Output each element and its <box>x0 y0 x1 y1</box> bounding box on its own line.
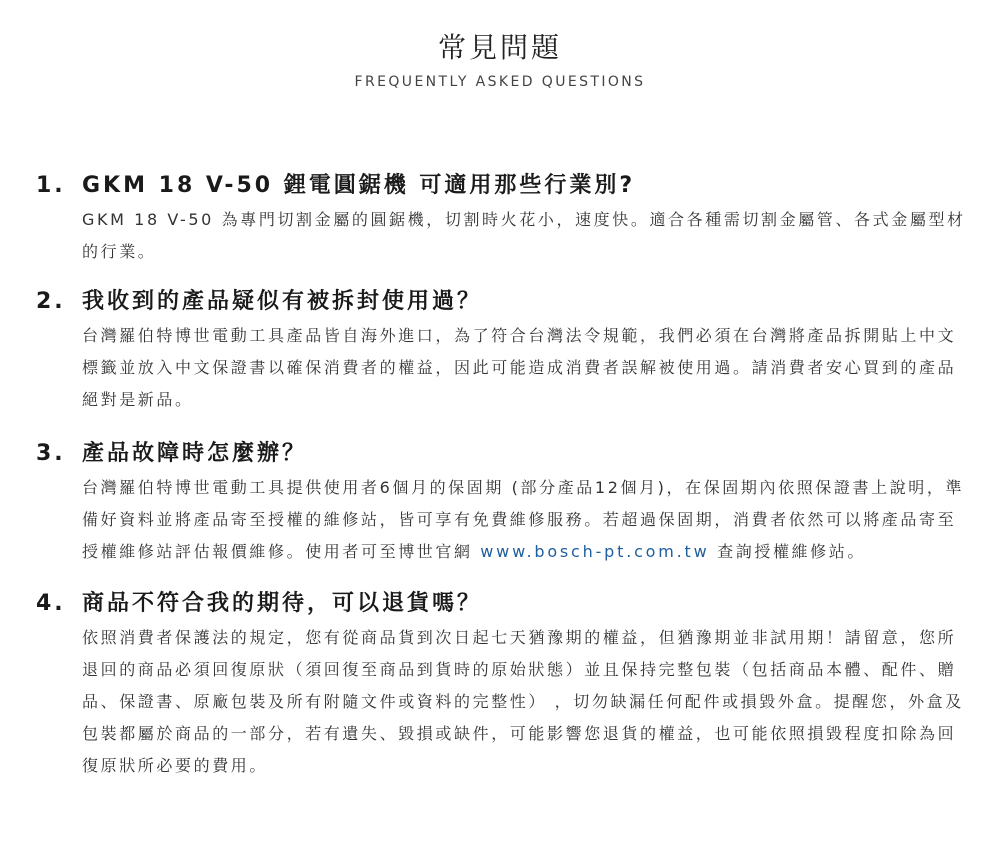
faq-item-1 <box>36 168 970 268</box>
faq-answer-4: 依照消費者保護法的規定，您有從商品貨到次日起七天猶豫期的權益，但猶豫期並非試用期！請留意，您所退回的商品必須回復原狀（須回復至商品到貨時的原始狀態）並且保持完整包裝（包括商品本體、配件、贈品、保證書、原廠包裝及所有附隨文件或資料的完整性） ，切勿缺漏任何配件或損毀外盒。提醒您，外盒及包裝都屬於商品的一部分，若有遺失、毀損或缺件，可能影響您退貨的權益，也可能依照損毀程度扣除為回復原狀所必要的費用。 <box>82 628 964 775</box>
faq-header <box>0 28 1000 92</box>
faq-answer-3-text-b: 查詢授權維修站。 <box>709 542 866 561</box>
faq-answer-3-text-a: 台灣羅伯特博世電動工具提供使用者6個月的保固期 (部分產品12個月)，在保固期內依照保證書上說明，準備好資料並將產品寄至授權的維修站，皆可享有免費維修服務。若超過保固期，消費者依然可以將產品寄至授權維修站評估報價維修。使用者可至博世官網 <box>82 478 965 561</box>
faq-item-4 <box>36 586 970 782</box>
faq-question-text-2: 我收到的產品疑似有被拆封使用過？ <box>82 289 483 314</box>
page-subtitle: FREQUENTLY ASKED QUESTIONS <box>354 74 646 90</box>
faq-question-text-1: GKM 18 V-50 鋰電圓鋸機 可適用那些行業別? <box>82 173 636 198</box>
faq-answer-2: 台灣羅伯特博世電動工具產品皆自海外進口，為了符合台灣法令規範，我們必須在台灣將產品拆開貼上中文標籤並放入中文保證書以確保消費者的權益，因此可能造成消費者誤解被使用過。請消費者安心買到的產品絕對是新品。 <box>82 326 957 409</box>
faq-answer-1: GKM 18 V-50 為專門切割金屬的圓鋸機，切割時火花小，速度快。適合各種需切割金屬管、各式金屬型材的行業。 <box>82 210 966 261</box>
bosch-website-link[interactable]: www.bosch-pt.com.tw <box>480 542 710 561</box>
faq-number-3: 3. <box>36 441 66 466</box>
faq-answer-3 <box>82 472 970 568</box>
faq-item-2 <box>36 284 970 416</box>
faq-question-3 <box>36 436 970 472</box>
faq-question-4 <box>36 586 970 622</box>
faq-question-text-3: 產品故障時怎麼辦？ <box>82 441 308 466</box>
faq-number-4: 4. <box>36 591 66 616</box>
faq-item-3 <box>36 436 970 568</box>
faq-question-2 <box>36 284 970 320</box>
faq-question-1 <box>36 168 970 204</box>
page-title: 常見問題 <box>437 31 562 64</box>
faq-number-1: 1. <box>36 173 66 198</box>
faq-question-text-4: 商品不符合我的期待，可以退貨嗎？ <box>82 591 483 616</box>
faq-number-2: 2. <box>36 289 66 314</box>
faq-list <box>36 168 970 782</box>
